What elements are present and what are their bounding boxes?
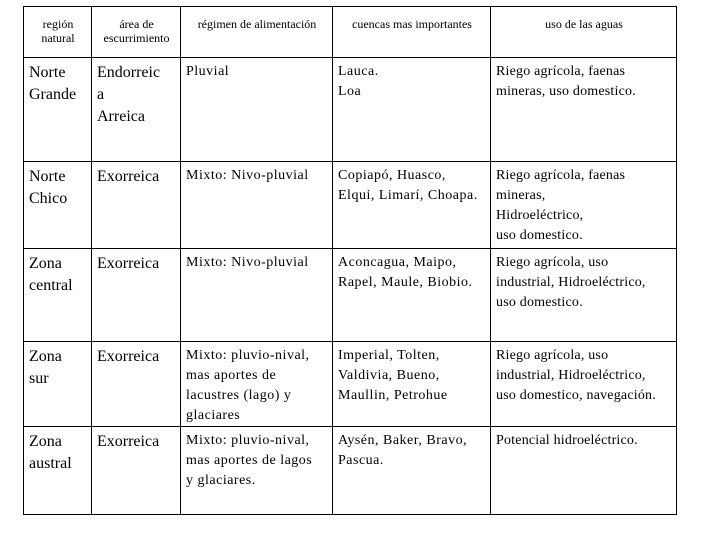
cell-region bbox=[24, 427, 92, 515]
cell-line: área de bbox=[119, 17, 154, 31]
cell-line: industrial, Hidroeléctrico, bbox=[496, 275, 646, 290]
cell-line: región bbox=[42, 17, 74, 31]
cell-line: sur bbox=[29, 370, 49, 387]
cell-line: uso domestico. bbox=[496, 228, 583, 243]
cell-uso bbox=[491, 427, 677, 515]
cell-line: Aysén, Baker, Bravo, bbox=[338, 433, 468, 448]
cell-line: Pluvial bbox=[186, 64, 230, 79]
cell-line: Riego agrícola, uso bbox=[496, 348, 609, 363]
table-row bbox=[24, 342, 677, 427]
cell-line: Valdivia, Bueno, bbox=[338, 368, 440, 383]
cell-line: uso domestico. bbox=[496, 295, 583, 310]
cell-line: Zona bbox=[29, 433, 62, 450]
cell-uso bbox=[491, 342, 677, 427]
cell-regimen bbox=[181, 249, 333, 342]
cell-line: Endorreic bbox=[97, 64, 161, 81]
cell-line: Arreica bbox=[97, 108, 145, 125]
cell-region bbox=[24, 249, 92, 342]
cell-area bbox=[92, 427, 181, 515]
table-row bbox=[24, 427, 677, 515]
cell-line: glaciares bbox=[186, 408, 241, 423]
cell-line: uso domestico, navegación. bbox=[496, 388, 656, 403]
cell-line: Rapel, Maule, Biobio. bbox=[338, 275, 473, 290]
cell-line: uso de las aguas bbox=[545, 17, 623, 31]
cell-line: Norte bbox=[29, 64, 66, 81]
cell-line: Imperial, Tolten, bbox=[338, 348, 440, 363]
cell-area bbox=[92, 249, 181, 342]
cell-line: escurrimiento bbox=[103, 31, 170, 45]
header-regimen bbox=[181, 7, 333, 58]
cell-line: Mixto: Nivo-pluvial bbox=[186, 168, 309, 183]
cell-cuencas bbox=[333, 342, 491, 427]
cell-line: Mixto: pluvio-nival, bbox=[186, 348, 310, 363]
cell-line: mas aportes de bbox=[186, 368, 277, 383]
cell-line: Chico bbox=[29, 190, 68, 207]
cell-cuencas bbox=[333, 249, 491, 342]
cell-line: Exorreica bbox=[97, 348, 160, 365]
cell-line: cuencas mas importantes bbox=[352, 17, 472, 31]
cell-line: mineras, bbox=[496, 188, 546, 203]
cell-regimen bbox=[181, 342, 333, 427]
cell-line: Lauca. bbox=[338, 64, 379, 79]
cell-line: Exorreica bbox=[97, 433, 160, 450]
cell-line: mineras, uso domestico. bbox=[496, 84, 636, 99]
cell-line: lacustres (lago) y bbox=[186, 388, 292, 403]
cell-region bbox=[24, 342, 92, 427]
cell-line: Potencial hidroeléctrico. bbox=[496, 433, 638, 448]
cell-line: Elqui, Limarí, Choapa. bbox=[338, 188, 478, 203]
table-row bbox=[24, 249, 677, 342]
cell-line: Copiapó, Huasco, bbox=[338, 168, 446, 183]
cell-line: austral bbox=[29, 455, 72, 472]
header-row bbox=[24, 7, 677, 58]
cell-uso bbox=[491, 162, 677, 249]
cell-uso bbox=[491, 249, 677, 342]
cell-line: y glaciares. bbox=[186, 473, 256, 488]
cell-uso bbox=[491, 58, 677, 162]
cell-line: Grande bbox=[29, 86, 77, 103]
cell-regimen bbox=[181, 427, 333, 515]
header-cuencas bbox=[333, 7, 491, 58]
cell-line: Zona bbox=[29, 255, 62, 272]
cell-line: natural bbox=[41, 31, 75, 45]
cell-line: Hidroeléctrico, bbox=[496, 208, 584, 223]
cell-line: Zona bbox=[29, 348, 62, 365]
cell-line: Exorreica bbox=[97, 168, 160, 185]
cell-area bbox=[92, 162, 181, 249]
cell-line: industrial, Hidroeléctrico, bbox=[496, 368, 646, 383]
cell-line: central bbox=[29, 277, 73, 294]
cell-region bbox=[24, 58, 92, 162]
cell-line: Mixto: pluvio-nival, bbox=[186, 433, 310, 448]
cell-line: Norte bbox=[29, 168, 66, 185]
cell-line: Pascua. bbox=[338, 453, 384, 468]
cell-line: a bbox=[97, 86, 105, 103]
cell-line: Loa bbox=[338, 84, 362, 99]
cell-line: Exorreica bbox=[97, 255, 160, 272]
cell-line: Riego agrícola, uso bbox=[496, 255, 609, 270]
cell-cuencas bbox=[333, 427, 491, 515]
water-basins-table bbox=[23, 6, 677, 515]
cell-area bbox=[92, 342, 181, 427]
cell-line: mas aportes de lagos bbox=[186, 453, 313, 468]
cell-line: Riego agrícola, faenas bbox=[496, 168, 626, 183]
cell-region bbox=[24, 162, 92, 249]
cell-line: Mixto: Nivo-pluvial bbox=[186, 255, 309, 270]
cell-regimen bbox=[181, 58, 333, 162]
cell-line: Riego agrícola, faenas bbox=[496, 64, 626, 79]
cell-cuencas bbox=[333, 162, 491, 249]
table-row bbox=[24, 58, 677, 162]
cell-regimen bbox=[181, 162, 333, 249]
header-area bbox=[92, 7, 181, 58]
cell-line: Aconcagua, Maipo, bbox=[338, 255, 457, 270]
header-region bbox=[24, 7, 92, 58]
cell-area bbox=[92, 58, 181, 162]
cell-line: régimen de alimentación bbox=[197, 17, 317, 31]
cell-line: Maullin, Petrohue bbox=[338, 388, 448, 403]
cell-cuencas bbox=[333, 58, 491, 162]
header-uso bbox=[491, 7, 677, 58]
table-row bbox=[24, 162, 677, 249]
